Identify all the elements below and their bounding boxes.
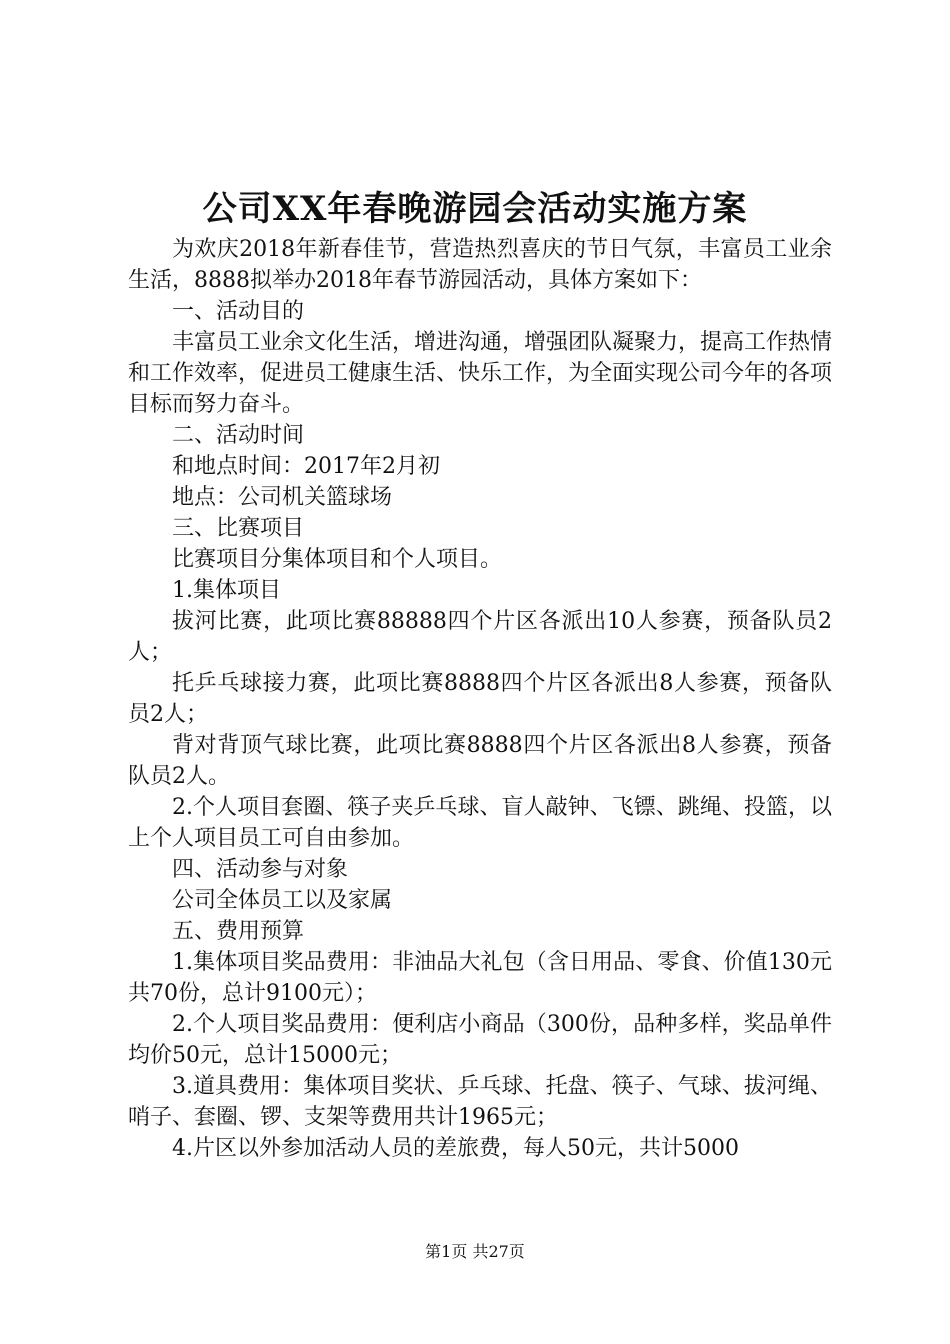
paragraph-ping-pong-relay: 托乒乓球接力赛，此项比赛8888四个片区各派出8人参赛，预备队员2人； (128, 671, 832, 727)
section-heading-budget: 五、费用预算 (172, 919, 305, 944)
paragraph-location: 地点：公司机关篮球场 (172, 485, 393, 510)
paragraph-individual-events: 2.个人项目套圈、筷子夹乒乓球、盲人敲钟、飞镖、跳绳、投篮，以上个人项目员工可自由参加。 (128, 795, 832, 851)
paragraph-budget-travel: 4.片区以外参加活动人员的差旅费，每人50元，共计5000 (172, 1136, 739, 1161)
subheading-group-events: 1.集体项目 (172, 578, 281, 603)
section-heading-participants: 四、活动参与对象 (172, 857, 349, 882)
section-heading-purpose: 一、活动目的 (172, 299, 305, 324)
section-heading-events: 三、比赛项目 (172, 516, 305, 541)
paragraph-purpose: 丰富员工业余文化生活，增进沟通，增强团队凝聚力，提高工作热情和工作效率，促进员工健康生活、快乐工作，为全面实现公司今年的各项目标而努力奋斗。 (128, 330, 833, 417)
paragraph-intro: 为欢庆2018年新春佳节，营造热烈喜庆的节日气氛，丰富员工业余生活，8888拟举办2018年春节游园活动，具体方案如下： (128, 237, 832, 293)
paragraph-tug-of-war: 拔河比赛，此项比赛88888四个片区各派出10人参赛，预备队员2人； (128, 609, 832, 665)
paragraph-budget-props: 3.道具费用：集体项目奖状、乒乓球、托盘、筷子、气球、拔河绳、哨子、套圈、锣、支架等费用共计1965元； (128, 1074, 832, 1130)
paragraph-budget-group-prizes: 1.集体项目奖品费用：非油品大礼包（含日用品、零食、价值130元共70份，总计9100元）； (128, 950, 832, 1006)
document-body (128, 234, 832, 1164)
paragraph-budget-individual-prizes: 2.个人项目奖品费用：便利店小商品（300份，品种多样，奖品单件均价50元，总计15000元； (128, 1012, 832, 1068)
page-footer: 第1页 共27页 (425, 1242, 525, 1261)
document-title: 公司XX年春晚游园会活动实施方案 (202, 189, 748, 229)
paragraph-time: 和地点时间：2017年2月初 (172, 454, 440, 479)
paragraph-events-intro: 比赛项目分集体项目和个人项目。 (172, 547, 503, 572)
section-heading-time: 二、活动时间 (172, 423, 305, 448)
paragraph-participants: 公司全体员工以及家属 (172, 888, 393, 913)
paragraph-balloon-race: 背对背顶气球比赛，此项比赛8888四个片区各派出8人参赛，预备队员2人。 (128, 733, 832, 789)
